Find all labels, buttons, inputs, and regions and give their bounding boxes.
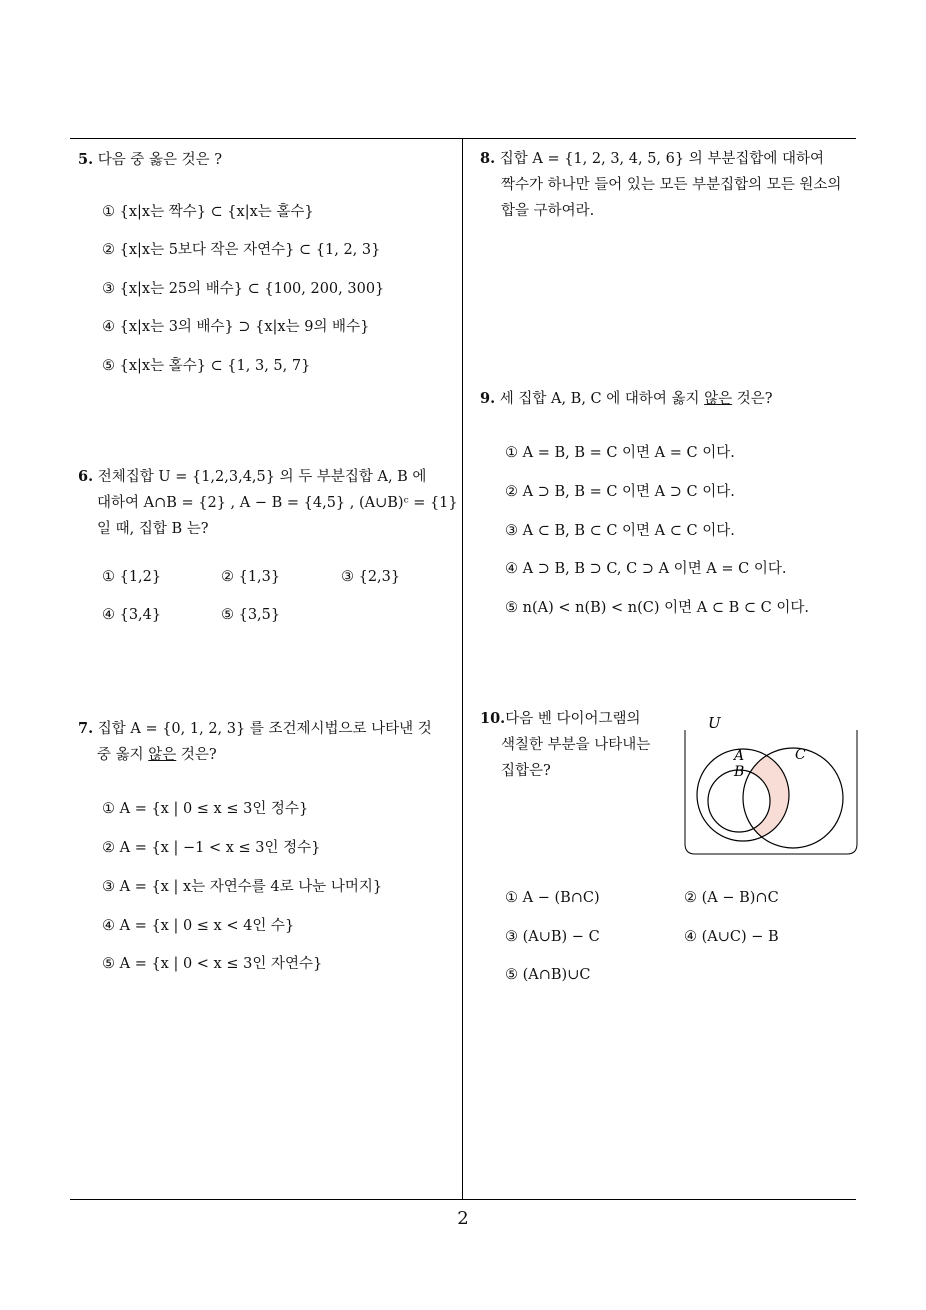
question-stem-line: 전체집합 U = {1,2,3,4,5} 의 두 부분집합 A, B 에 (97, 469, 427, 485)
question-stem-text: 세 집합 A, B, C 에 대하여 옳지 (499, 391, 705, 407)
q9-option-5[interactable]: ⑤ n(A) < n(B) < n(C) 이면 A ⊂ B ⊂ C 이다. (505, 600, 809, 616)
question-5 (78, 147, 222, 173)
q7-option-5[interactable]: ⑤ A = {x | 0 < x ≤ 3인 자연수} (102, 956, 323, 972)
q6-option-5[interactable]: ⑤ {3,5} (221, 607, 281, 623)
question-stem: 다음 중 옳은 것은 ? (97, 152, 223, 168)
q7-option-4[interactable]: ④ A = {x | 0 ≤ x < 4인 수} (102, 918, 295, 934)
question-stem-text: 것은? (732, 391, 773, 407)
question-8 (480, 146, 841, 224)
underlined-word: 않은 (148, 747, 177, 763)
q9-option-1[interactable]: ① A = B, B = C 이면 A = C 이다. (505, 445, 735, 461)
question-number: 7. (78, 720, 94, 737)
q10-option-2[interactable]: ② (A − B)∩C (684, 890, 779, 906)
q6-option-4[interactable]: ④ {3,4} (102, 607, 162, 623)
q5-option-3[interactable]: ③ {x|x는 25의 배수} ⊂ {100, 200, 300} (102, 281, 385, 297)
q7-option-3[interactable]: ③ A = {x | x는 자연수를 4로 나눈 나머지} (102, 879, 383, 895)
question-stem-line: 집합은? (501, 763, 551, 779)
question-stem-line: 대하여 A∩B = {2} , A − B = {4,5} , (A∪B)ᶜ = {1} (97, 495, 458, 511)
question-stem-line: 집합 A = {1, 2, 3, 4, 5, 6} 의 부분집합에 대하여 (499, 151, 824, 167)
underlined-word: 않은 (704, 391, 733, 407)
q10-option-1[interactable]: ① A − (B∩C) (505, 890, 600, 906)
label-a: A (734, 748, 745, 764)
column-divider (462, 138, 463, 1200)
question-number: 8. (480, 150, 496, 167)
q5-option-2[interactable]: ② {x|x는 5보다 작은 자연수} ⊂ {1, 2, 3} (102, 242, 381, 258)
q6-option-2[interactable]: ② {1,3} (221, 569, 281, 585)
q10-option-4[interactable]: ④ (A∪C) − B (684, 929, 779, 945)
q7-option-1[interactable]: ① A = {x | 0 ≤ x ≤ 3인 정수} (102, 801, 309, 817)
q9-option-3[interactable]: ③ A ⊂ B, B ⊂ C 이면 A ⊂ C 이다. (505, 523, 735, 539)
question-6 (78, 464, 458, 542)
q10-option-3[interactable]: ③ (A∪B) − C (505, 929, 600, 945)
q7-option-2[interactable]: ② A = {x | −1 < x ≤ 3인 정수} (102, 840, 321, 856)
q5-option-4[interactable]: ④ {x|x는 3의 배수} ⊃ {x|x는 9의 배수} (102, 319, 370, 335)
question-stem-line: 색칠한 부분을 나타내는 (501, 737, 651, 753)
q6-option-1[interactable]: ① {1,2} (102, 569, 162, 585)
q5-option-1[interactable]: ① {x|x는 짝수} ⊂ {x|x는 홀수} (102, 204, 314, 220)
question-stem-line: 짝수가 하나만 들어 있는 모든 부분집합의 모든 원소의 (501, 177, 842, 193)
question-9 (480, 386, 773, 412)
question-stem-line: 다음 벤 다이어그램의 (505, 711, 641, 727)
top-rule (70, 138, 856, 139)
q5-option-5[interactable]: ⑤ {x|x는 홀수} ⊂ {1, 3, 5, 7} (102, 358, 311, 374)
label-c: C (795, 747, 806, 763)
question-stem-line: 집합 A = {0, 1, 2, 3} 를 조건제시법으로 나타낸 것 (97, 721, 432, 737)
venn-diagram (681, 716, 859, 858)
question-7 (78, 716, 432, 768)
q9-option-4[interactable]: ④ A ⊃ B, B ⊃ C, C ⊃ A 이면 A = C 이다. (505, 561, 787, 577)
question-stem-text: 중 옳지 (97, 747, 149, 763)
bottom-rule (70, 1199, 856, 1200)
q10-option-5[interactable]: ⑤ (A∩B)∪C (505, 967, 591, 983)
question-stem-line: 일 때, 집합 B 는? (97, 521, 209, 537)
question-number: 10. (480, 710, 506, 727)
q6-option-3[interactable]: ③ {2,3} (341, 569, 401, 585)
question-10 (480, 706, 650, 784)
question-number: 9. (480, 390, 496, 407)
question-stem-text: 것은? (176, 747, 217, 763)
q9-option-2[interactable]: ② A ⊃ B, B = C 이면 A ⊃ C 이다. (505, 484, 735, 500)
question-number: 5. (78, 151, 94, 168)
label-u: U (708, 716, 721, 732)
question-number: 6. (78, 468, 94, 485)
page-number: 2 (457, 1208, 469, 1229)
question-stem-line: 합을 구하여라. (501, 203, 595, 219)
label-b: B (734, 764, 745, 780)
